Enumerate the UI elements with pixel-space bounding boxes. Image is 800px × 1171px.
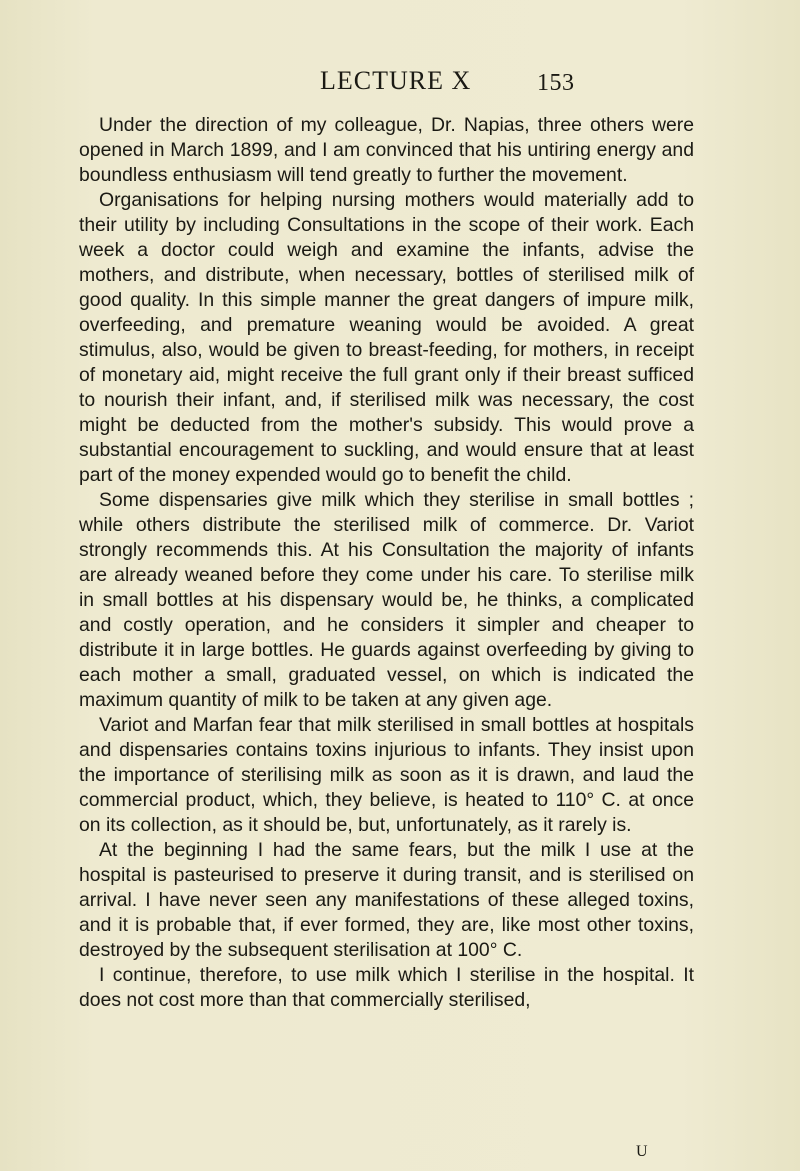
page-header	[0, 66, 800, 100]
body-text	[79, 113, 694, 1013]
paragraph: Some dispensaries give milk which they sterilise in small bottles ; while others distribute the sterilised milk of commerce. Dr. Variot strongly recommends this. At his Consultation the majority of infants are already weaned before they come under his care. To sterilise milk in small bottles at his dispensary would be, he thinks, a complicated and costly operation, and he considers it simpler and cheaper to distribute it in large bottles. He guards against overfeeding by giving to each mother a small, graduated vessel, on which is indicated the maximum quantity of milk to be taken at any given age.	[79, 489, 694, 711]
paragraph: Variot and Marfan fear that milk sterilised in small bottles at hospitals and dispensaries contains toxins injurious to infants. They insist upon the importance of sterilising milk as soon as it is drawn, and laud the commercial product, which, they believe, is heated to 110° C. at once on its collection, as it should be, but, unfortunately, as it rarely is.	[79, 714, 694, 836]
paragraph: Under the direction of my colleague, Dr. Napias, three others were opened in March 1899, and I am convinced that his untiring energy and boundless enthusiasm will tend greatly to further the movement.	[79, 114, 694, 186]
paragraph: Organisations for helping nursing mothers would materially add to their utility by including Consultations in the scope of their work. Each week a doctor could weigh and examine the infants, advise the mothers, and distribute, when necessary, bottles of sterilised milk of good quality. In this simple manner the great dangers of impure milk, overfeeding, and premature weaning would be avoided. A great stimulus, also, would be given to breast-feeding, for mothers, in receipt of monetary aid, might receive the full grant only if their breast sufficed to nourish their infant, and, if sterilised milk was necessary, the cost might be deducted from the mother's subsidy. This would prove a substantial encouragement to suckling, and would ensure that at least part of the money expended would go to benefit the child.	[79, 189, 694, 486]
running-title: LECTURE X	[320, 66, 472, 95]
paragraph: At the beginning I had the same fears, but the milk I use at the hospital is pasteurised to preserve it during transit, and is sterilised on arrival. I have never seen any manifestations of these alleged toxins, and it is probable that, if ever formed, they are, like most other toxins, destroyed by the subsequent sterilisation at 100° C.	[79, 839, 694, 961]
signature-mark: U	[636, 1143, 648, 1160]
paragraph: I continue, therefore, to use milk which I sterilise in the hospital. It does not cost more than that commercially sterilised,	[79, 964, 694, 1011]
page-number: 153	[537, 70, 575, 96]
